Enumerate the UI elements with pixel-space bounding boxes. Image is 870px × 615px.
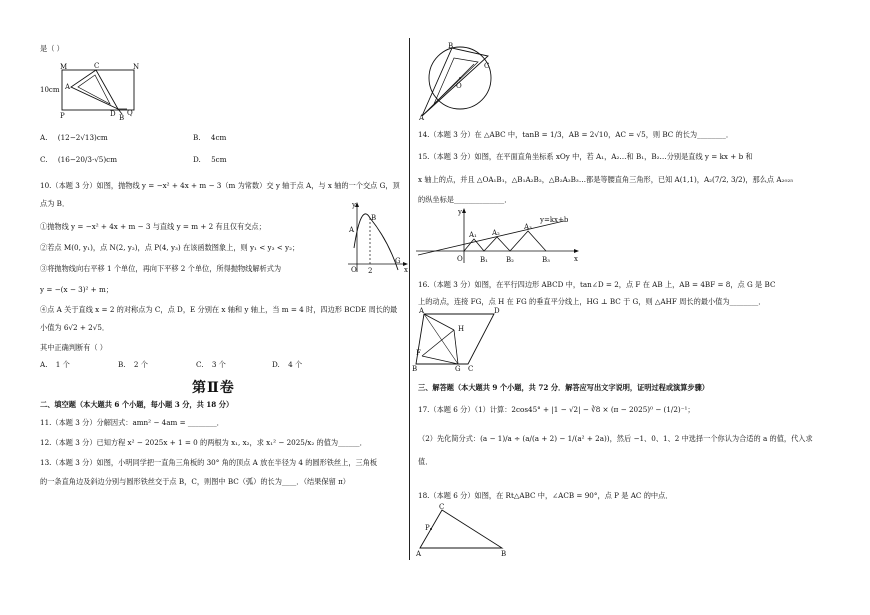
label-a: A (419, 307, 425, 315)
q13-line2: 的一条直角边及斜边分别与圆形铁丝交于点 B，C，则图中 BC（弧）的长为____．（结果保留 π） (40, 477, 350, 486)
q17-part1: 17.（本题 6 分）（1）计算：2cos45° + |1 − √2| − ∛8 × (π − 2025)⁰ − (1/2)⁻¹； (418, 405, 695, 414)
label-a: A (419, 114, 425, 122)
q17-part2-line2: 值． (418, 457, 433, 466)
q9-option-a (40, 133, 108, 142)
label-side: 10cm (40, 86, 60, 94)
q10-option-d (272, 360, 302, 369)
label-x: x (574, 255, 578, 263)
q15-line3: 的纵坐标是______________． (418, 195, 512, 204)
option-key: A. (40, 360, 48, 369)
option-text: 2 个 (133, 360, 148, 369)
option-key: A. (40, 133, 48, 142)
q10-option-b (118, 360, 148, 369)
center-point (459, 77, 461, 79)
q9-tail: 是（ ） (40, 44, 64, 53)
label-b2: B₂ (506, 256, 514, 264)
label-o: O (456, 82, 462, 90)
q9-option-c (40, 155, 117, 164)
label-a1: A₁ (469, 231, 477, 239)
q10-statement-3b: y = −(x − 3)² + m； (40, 285, 113, 294)
label-b: B (412, 365, 418, 373)
figure-q9 (38, 62, 148, 120)
figure-q16 (412, 306, 516, 373)
q10-statement-4: ④点 A 关于直线 x = 2 的对称点为 C，点 D，E 分别在 x 轴和 y 轴上，当 m = 4 时，四边形 BCDE 周长的最 (40, 305, 398, 314)
line-kx-plus-b (418, 221, 564, 255)
label-c: C (439, 503, 445, 511)
q18: 18.（本题 6 分）如图，在 Rt△ABC 中，∠ACB = 90°，点 P 是 AC 的中点． (418, 491, 673, 500)
q16-line1: 16.（本题 3 分）如图，在平行四边形 ABCD 中，tan∠D = 2，点 F 在 AB 上，AB = 4BF = 8，点 G 是 BC (418, 280, 776, 289)
option-key: B. (118, 360, 126, 369)
option-key: B. (193, 133, 201, 142)
label-two: 2 (368, 267, 373, 275)
label-line: y=kx+b (540, 216, 569, 224)
column-divider (409, 38, 410, 560)
q9-option-b (193, 133, 226, 142)
section3-heading: 三、解答题（本大题共 9 个小题，共 72 分．解答应写出文字说明，证明过程或演算步骤） (418, 383, 709, 392)
option-text: 3 个 (211, 360, 226, 369)
q10-statement-4b: 小值为 6√2 + 2√5． (40, 323, 110, 332)
figure-q15 (414, 205, 584, 267)
point-p (430, 528, 432, 530)
option-text: (12−2√13)cm (57, 133, 108, 142)
label-b: B (371, 214, 377, 222)
label-d: D (494, 307, 500, 315)
label-b3: B₃ (542, 256, 550, 264)
q10-option-c (196, 360, 226, 369)
q10-line2: 点为 B． (40, 199, 70, 208)
label-g: G (455, 365, 461, 373)
label-q: Q (127, 109, 133, 117)
q10-statement-1: ①抛物线 y = −x² + 4x + m − 3 与直线 y = m + 2 有且仅有交点； (40, 222, 266, 231)
label-c: C (94, 62, 100, 70)
option-key: C. (196, 360, 204, 369)
label-g: G (395, 257, 401, 265)
label-b: B (501, 550, 507, 558)
label-a2: A₂ (492, 229, 500, 237)
q13-line1: 13.（本题 3 分）如图，小明同学把一直角三角板的 30° 角的顶点 A 放在半径为 4 的圆形铁丝上，三角板 (40, 458, 378, 467)
label-p: P (60, 112, 65, 120)
x-axis-arrow (574, 249, 579, 253)
section2-heading: 二、填空题（本大题共 6 个小题，每小题 3 分，共 18 分） (40, 400, 234, 409)
q11: 11.（本题 3 分）分解因式：amn² − 4am = ________． (40, 418, 224, 427)
label-o: O (351, 266, 357, 274)
segment-af (424, 314, 454, 330)
segment-hf (422, 330, 454, 356)
q12: 12.（本题 3 分）已知方程 x² − 2025x + 1 = 0 的两根为 x₁, x₂，求 x₁² − 2025/x₂ 的值为______． (40, 438, 367, 447)
label-a3: A₃ (524, 223, 532, 231)
figure-q13 (416, 38, 506, 120)
q10-ask: 其中正确判断有（ ） (40, 343, 107, 352)
label-x: x (404, 266, 408, 274)
option-text: (16−20/3·√5)cm (57, 155, 118, 164)
label-c: C (484, 62, 490, 70)
triangle-board (71, 70, 118, 109)
label-y: y (458, 208, 462, 216)
q10-line1: 10.（本题 3 分）如图，抛物线 y = −x² + 4x + m − 3（m 为常数）交 y 轴于点 A，与 x 轴的一个交点 G，顶 (40, 181, 400, 190)
q10-option-a (40, 360, 70, 369)
y-axis-arrow (462, 208, 466, 213)
q15-line2: x 轴上的点，并且 △OA₁B₁，△B₁A₂B₂，△B₂A₃B₃…都是等腰直角三角形，已知 A(1,1)，A₂(7/2, 3/2)，那么点 A₂₀₂₅ (418, 175, 794, 184)
label-y: y (352, 201, 356, 209)
label-a: A (65, 83, 71, 91)
rectangle-mnqp (62, 70, 134, 110)
option-text: 1 个 (55, 360, 70, 369)
triangle-abc (420, 510, 502, 548)
label-b1: B₁ (480, 256, 488, 264)
label-a: A (416, 550, 422, 558)
label-b: B (119, 114, 125, 122)
option-key: C. (40, 155, 48, 164)
label-d: D (110, 110, 116, 118)
label-a: A (349, 226, 355, 234)
segment-fg (422, 356, 458, 364)
figure-q10 (340, 200, 410, 280)
q16-line2: 上的动点，连接 FG，点 H 在 FG 的垂直平分线上，HG ⊥ BC 于 G，则 △AHF 周长的最小值为________． (418, 297, 766, 306)
option-text: 4 个 (288, 360, 303, 369)
figure-q18 (414, 502, 514, 558)
q17-part2-line1: （2）先化简分式：(a − 1)/a ÷ (a/(a + 2) − 1/(a² + 2a))，然后 −1、0、1、2 中选择一个你认为合适的 a 的值，代入求 (418, 434, 813, 443)
option-text: 4cm (210, 133, 227, 142)
label-o: O (457, 255, 463, 263)
q14: 14.（本题 3 分）在 △ABC 中，tanB = 1/3，AB = 2√10，AC = √5，则 BC 的长为________． (418, 130, 734, 139)
label-c: C (468, 365, 474, 373)
option-key: D. (193, 155, 201, 164)
q9-option-d (193, 155, 227, 164)
label-h: H (458, 325, 465, 333)
parabola-curve (354, 214, 398, 270)
part2-title: 第Ⅱ卷 (192, 380, 235, 396)
label-n: N (133, 63, 140, 71)
label-p: P (425, 524, 430, 532)
label-f: F (416, 349, 421, 357)
q10-statement-3: ③将抛物线向右平移 1 个单位，再向下平移 2 个单位，所得抛物线解析式为 (40, 264, 282, 273)
q10-statement-2: ②若点 M(0, y₁)，点 N(2, y₂)，点 P(4, y₃) 在该函数图象上，则 y₁ < y₃ < y₂； (40, 243, 300, 252)
label-b: B (448, 42, 454, 50)
option-text: 5cm (211, 155, 227, 164)
segment-ag (424, 314, 458, 364)
label-m: M (60, 63, 68, 71)
q15-line1: 15.（本题 3 分）如图，在平面直角坐标系 xOy 中，若 A₁，A₂…和 B₁，B₂…分别是直线 y = kx + b 和 (418, 152, 753, 161)
option-key: D. (272, 360, 280, 369)
